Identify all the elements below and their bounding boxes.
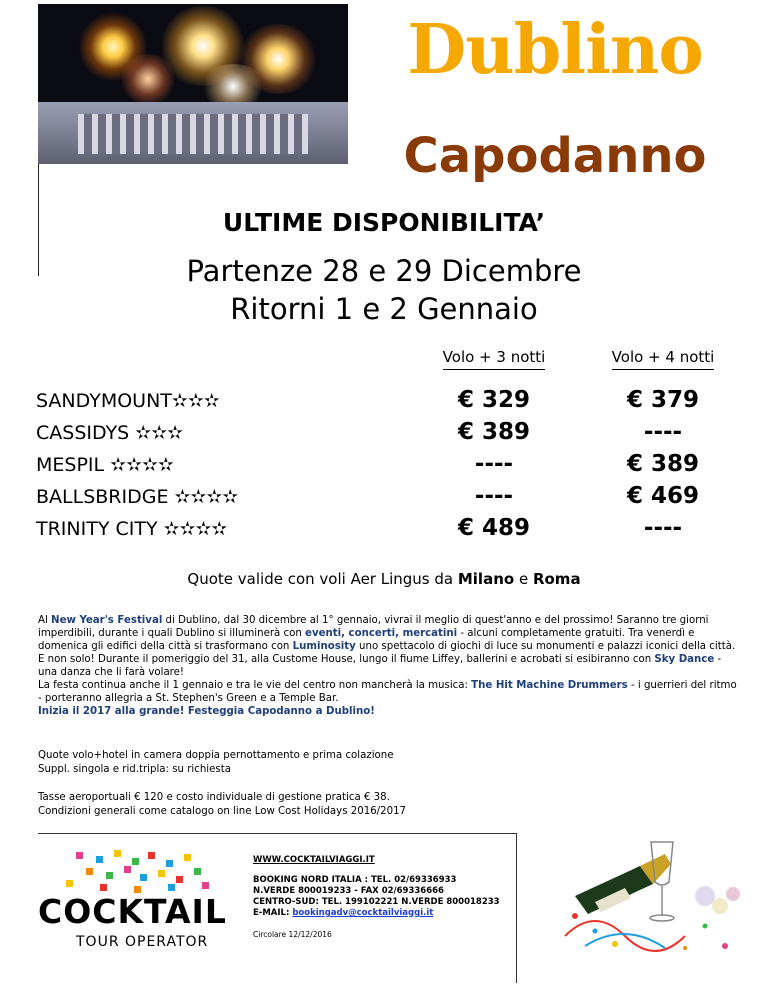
para-highlight: New Year's Festival [51,615,163,626]
fireworks-photo [38,4,348,164]
conditions-line: Condizioni generali come catalogo on line Low Cost Holidays 2016/2017 [38,806,407,817]
footer-divider [38,833,516,834]
para-highlight: eventi, concerti, mercatini [305,628,458,639]
note-city: Roma [532,570,581,588]
hotel-name: MESPIL ✫✫✫✫ [36,454,174,476]
conditions-line: Tasse aeroportuali € 120 e costo individuale di gestione pratica € 38. [38,792,390,803]
page-title: Dublino [407,10,703,90]
price-4-nights: € 379 [626,387,700,413]
para-highlight: The Hit Machine Drummers [471,680,628,691]
contact-block [253,855,518,940]
confetti-decoration [565,913,728,951]
price-3-nights: € 329 [457,387,531,413]
para-text: - i guerrieri del ritmo - porteranno allegria a St. Stephen's Green e a Temple Bar. [38,680,737,704]
departures-line: Partenze 28 e 29 Dicembre [186,254,582,288]
column-header-4-nights [598,348,728,366]
price-3-nights: ---- [474,483,514,509]
column-header-label: Volo + 3 notti [443,348,546,370]
conditions-line: Suppl. singola e rid.tripla: su richiesta [38,764,231,775]
para-text: Al [38,615,52,626]
note-city: Milano [457,570,515,588]
column-header-label: Volo + 4 notti [612,348,715,370]
conditions-line: Quote volo+hotel in camera doppia pernottamento e prima colazione [38,750,394,761]
contact-line: CENTRO-SUD: TEL. 199102221 N.VERDE 800018233 [253,897,500,907]
champagne-party-illustration [555,836,747,956]
email-link[interactable]: bookingadv@cocktailviaggi.it [292,908,434,918]
hotel-name: BALLSBRIDGE ✫✫✫✫ [36,486,239,508]
validity-note [0,570,768,588]
note-text: e [514,570,533,588]
para-text: La festa continua anche il 1 gennaio e tra le vie del centro non mancherà la musica: [38,680,472,691]
price-4-nights: ---- [643,515,683,541]
hotel-name: CASSIDYS ✫✫✫ [36,422,184,444]
column-header-3-nights [429,348,559,366]
para-highlight: Inizia il 2017 alla grande! Festeggia Capodanno a Dublino! [38,706,375,717]
website-link[interactable]: WWW.COCKTAILVIAGGI.IT [253,855,375,865]
flowers-icon [695,886,740,914]
hotel-name: SANDYMOUNT✫✫✫ [36,390,220,412]
circular-date: Circolare 12/12/2016 [253,930,332,939]
price-4-nights: € 469 [626,483,700,509]
price-3-nights: € 389 [457,419,531,445]
hotel-name: TRINITY CITY ✫✫✫✫ [36,518,228,540]
email-label: E-MAIL: [253,908,293,918]
logo-subtitle: TOUR OPERATOR [76,934,209,950]
page-subtitle: Capodanno [403,128,707,184]
price-3-nights: € 489 [457,515,531,541]
contact-line: N.VERDE 800019233 - FAX 02/69336666 [253,886,444,896]
description-paragraph [38,614,738,718]
email-line [253,908,518,919]
price-4-nights: € 389 [626,451,700,477]
para-text: uno spettacolo di giochi di luce su monumenti e palazzi iconici della città. E non solo! Durante il pomeriggio del 31, alla Custome House, lungo il fiume Liffey, ballerini e acrobati si esibiranno con [38,641,736,665]
logo-word: COCKTAIL [38,892,227,931]
returns-line: Ritorni 1 e 2 Gennaio [230,292,538,326]
price-4-nights: ---- [643,419,683,445]
headline: ULTIME DISPONIBILITA’ [222,208,546,237]
cocktail-logo [36,850,240,970]
para-text: - una danza che li farà volare! [38,654,722,678]
para-text: - alcuni completamente gratuiti. Tra venerdì e domenica gli edifici della città si trasformano con [38,628,695,652]
contact-line: BOOKING NORD ITALIA : TEL. 02/69336933 [253,875,457,885]
note-text: Quote valide con voli Aer Lingus da [187,570,458,588]
para-highlight: Luminosity [292,641,356,652]
price-3-nights: ---- [474,451,514,477]
para-highlight: Sky Dance [654,654,715,665]
para-text: di Dublino, dal 30 dicembre al 1° gennaio, vivrai il meglio di quest'anno e del prossimo! Saranno tre giorni imperdibili, durante i quali Dublino si illuminerà con [38,615,709,639]
